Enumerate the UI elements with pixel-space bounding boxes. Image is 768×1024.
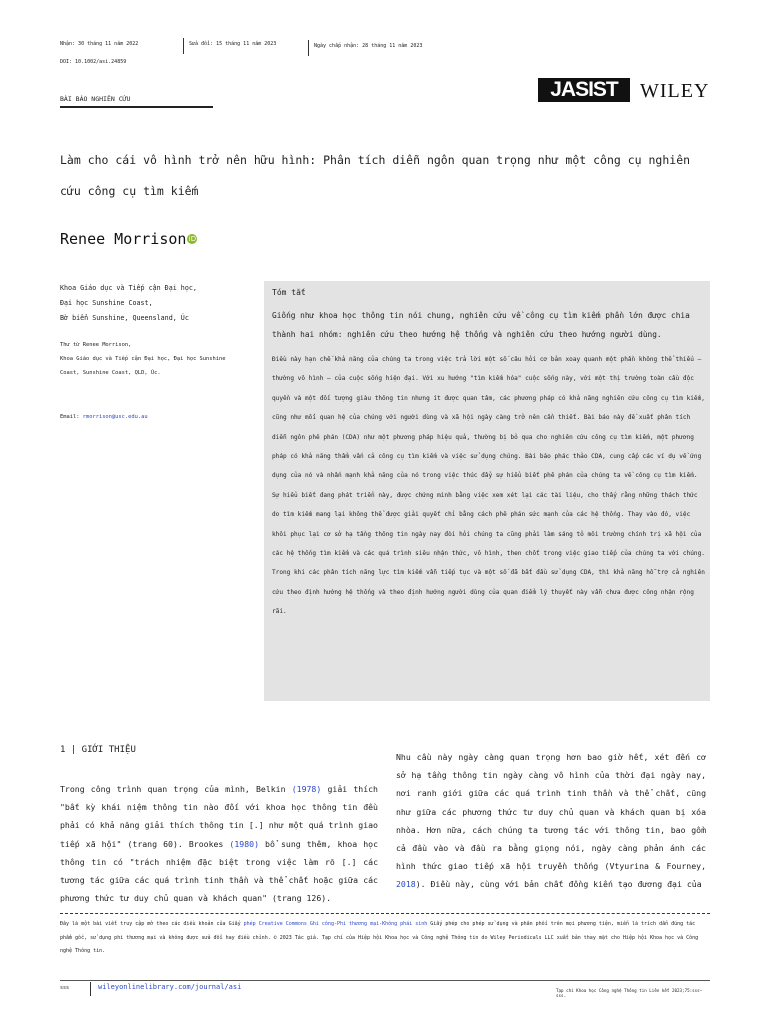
article-title-line-1: Làm cho cái vô hình trở nên hữu hình: Phân tích diễn ngôn quan trọng như một công cụ nghiên — [60, 153, 691, 167]
citation-link-vtyurina[interactable]: 2018 — [396, 879, 416, 890]
abstract-lead: Giống như khoa học thông tin nói chung, nghiên cứu về công cụ tìm kiếm phần lớn được chia thành hai nhóm: nghiên cứu theo hướng hệ thống và nghiên cứu theo hướng người dùng. — [272, 311, 690, 339]
author-name — [60, 230, 197, 248]
revised-date: Sửa đổi: 15 tháng 11 năm 2023 — [183, 38, 276, 54]
license-link[interactable]: phép Creative Commons Ghi công-Phi thương mại-Không phái sinh — [243, 921, 428, 927]
article-category: BÀI BÁO NGHIÊN CỨU — [60, 95, 131, 103]
author-name-text: Renee Morrison — [60, 230, 187, 248]
jasist-logo: JASIST — [538, 78, 630, 102]
email-line — [60, 410, 260, 424]
section-heading-introduction: 1 | GIỚI THIỆU — [60, 745, 136, 755]
footer-separator — [90, 982, 91, 996]
abstract-heading: Tóm tắt — [272, 288, 306, 297]
correspondence-block — [60, 338, 260, 380]
correspondence-line-3: Coast, Sunshine Coast, QLD, Úc. — [60, 370, 161, 376]
license-text-2: Giấy phép cho phép sử dụng và phân phối trên mọi phương tiện, miễn là trích dẫn đúng tác phẩm gốc, sử dụng phi thương mại và không được sửa đổi hay điều chỉnh. © 2023 Tác giả. Tạp chí của Hiệp hội Khoa học và Công nghệ Thông tin do Wiley Periodicals LLC xuất bản thay mặt cho Hiệp hội Khoa học và Công nghệ Thông tin. — [60, 921, 699, 954]
intro-right-text-2: ). Điều này, cùng với bản chất đồng kiến tạo đương đại của — [415, 879, 702, 890]
journal-site-link[interactable]: wileyonlinelibrary.com/journal/asi — [98, 983, 242, 991]
article-title-line-2: cứu công cụ tìm kiếm — [60, 184, 199, 198]
wiley-logo: WILEY — [640, 80, 710, 102]
journal-citation: Tạp chí Khoa học Công nghệ Thông tin Liên kết 2023;75:sss–sss. — [556, 988, 703, 998]
accepted-date: Ngày chấp nhận: 28 tháng 11 năm 2023 — [308, 40, 422, 56]
footer-divider — [60, 980, 710, 981]
license-footnote — [60, 918, 710, 959]
category-rule — [60, 106, 213, 108]
doi: DOI: 10.1002/asi.24859 — [60, 59, 127, 65]
citation-link-belkin[interactable]: (1978) — [291, 784, 322, 794]
intro-right-text-1: Nhu cầu này ngày càng quan trọng hơn bao giờ hết, xét đến cơ sở hạ tầng thông tin ngày càng vô hình của thời đại ngày nay, nơi ranh giới giữa các quá trình tinh thần và thể chất, cũng như giữa các phương thức tư duy chủ quan và khách quan bị xóa nhòa. Hơn nữa, cách chúng ta tương tác với thông tin, bao gồm cả đầu vào và đầu ra bằng giọng nói, ngày càng phản ánh các hình thức giao tiếp xã hội truyền thống (Vtyurina & Fourney, — [396, 752, 706, 872]
intro-left-text-1: Trong công trình quan trọng của mình, Belkin — [60, 784, 292, 794]
intro-left-text-2: giải thích "bất kỳ khái niệm thông tin nào đối với khoa học thông tin đều phải có khả năng giải thích thông tin [.] như một quá trình giao tiếp xã hội" (trang 60). Brookes — [60, 784, 378, 849]
affiliation-line-1: Khoa Giáo dục và Tiếp cận Đại học, — [60, 284, 197, 292]
orcid-icon[interactable]: iD — [188, 235, 197, 243]
footnote-divider — [60, 913, 710, 914]
affiliation-line-2: Đại học Sunshine Coast, — [60, 299, 153, 307]
affiliation-block — [60, 281, 260, 326]
email-label: Email: — [60, 414, 83, 420]
citation-link-brookes[interactable]: (1980) — [229, 838, 259, 849]
correspondence-line-2: Khoa Giáo dục và Tiếp cận Đại học, Đại học Sunshine — [60, 356, 226, 362]
intro-left-text-3: bổ sung thêm, khoa học thông tin có "trách nhiệm đặc biệt trong việc làm rõ [.] các tương tác giữa các quá trình tinh thần và thể chất hoặc giữa các phương thức tư duy chủ quan và khách quan" (trang 126). — [60, 838, 378, 904]
correspondence-line-1: Thư từ Renee Morrison, — [60, 342, 132, 348]
affiliation-line-3: Bờ biển Sunshine, Queensland, Úc — [60, 314, 189, 322]
email-link[interactable]: rmorrison@usc.edu.au — [82, 414, 148, 420]
abstract-body: Điều này hạn chế khả năng của chúng ta trong việc trả lời một số câu hỏi cơ bản xoay quanh một phần không thể thiếu – thường vô hình – của cuộc sống hiện đại. Với xu hướng "tìm kiếm hóa" cuộc sống này, với một thị trường toàn cầu độc quyền và một đối tượng giàu thông tin nhưng ít được quan tâm, các phương pháp có khả năng nghiên cứu công cụ tìm kiếm, cũng như mối quan hệ của chúng với người dùng và xã hội ngày càng trở nên cần thiết. Bài báo này đề xuất phân tích diễn ngôn phê phán (CDA) như một phương pháp hiệu quả, thường bị bỏ qua cho nghiên cứu công cụ tìm kiếm, một phương pháp có khả năng thẩm vấn cả công cụ tìm kiếm và việc sử dụng chúng. Bài báo phác thảo CDA, cung cấp các ví dụ về ứng dụng của nó và nhấn mạnh khả năng của nó trong việc thúc đẩy sự hiểu biết phê phán của chúng ta về công cụ tìm kiếm. Sự hiểu biết đang phát triển này, được chứng minh bằng việc xem xét lại các tài liệu, cho thấy rằng những thách thức do tìm kiếm mang lại không thể được giải quyết chỉ bằng cách phê phán sức mạnh của các hệ thống. Thay vào đó, việc khôi phục lại cơ sở hạ tầng thông tin ngày nay đòi hỏi chúng ta cũng phải làm sáng tỏ môi trường chính trị xã hội của các hệ thống tìm kiếm và các quá trình siêu nhận thức, vô hình, then chốt trong việc giao tiếp của chúng ta với chúng. Trong khi các phân tích năng lực tìm kiếm vẫn tiếp tục và một số đã bắt đầu sử dụng CDA, thì khả năng hỗ trợ cả nghiên cứu theo định hướng hệ thống và theo định hướng người dùng của quan điểm lý thuyết này vẫn chưa được công nhận rộng rãi. — [272, 356, 705, 616]
intro-left-column — [60, 780, 378, 907]
received-date: Nhận: 30 tháng 11 năm 2022 — [60, 41, 139, 47]
intro-right-column — [396, 748, 706, 894]
license-text-1: Đây là một bài viết truy cập mở theo các điều khoản của Giấy — [60, 921, 244, 927]
page-number: sss — [60, 985, 70, 991]
